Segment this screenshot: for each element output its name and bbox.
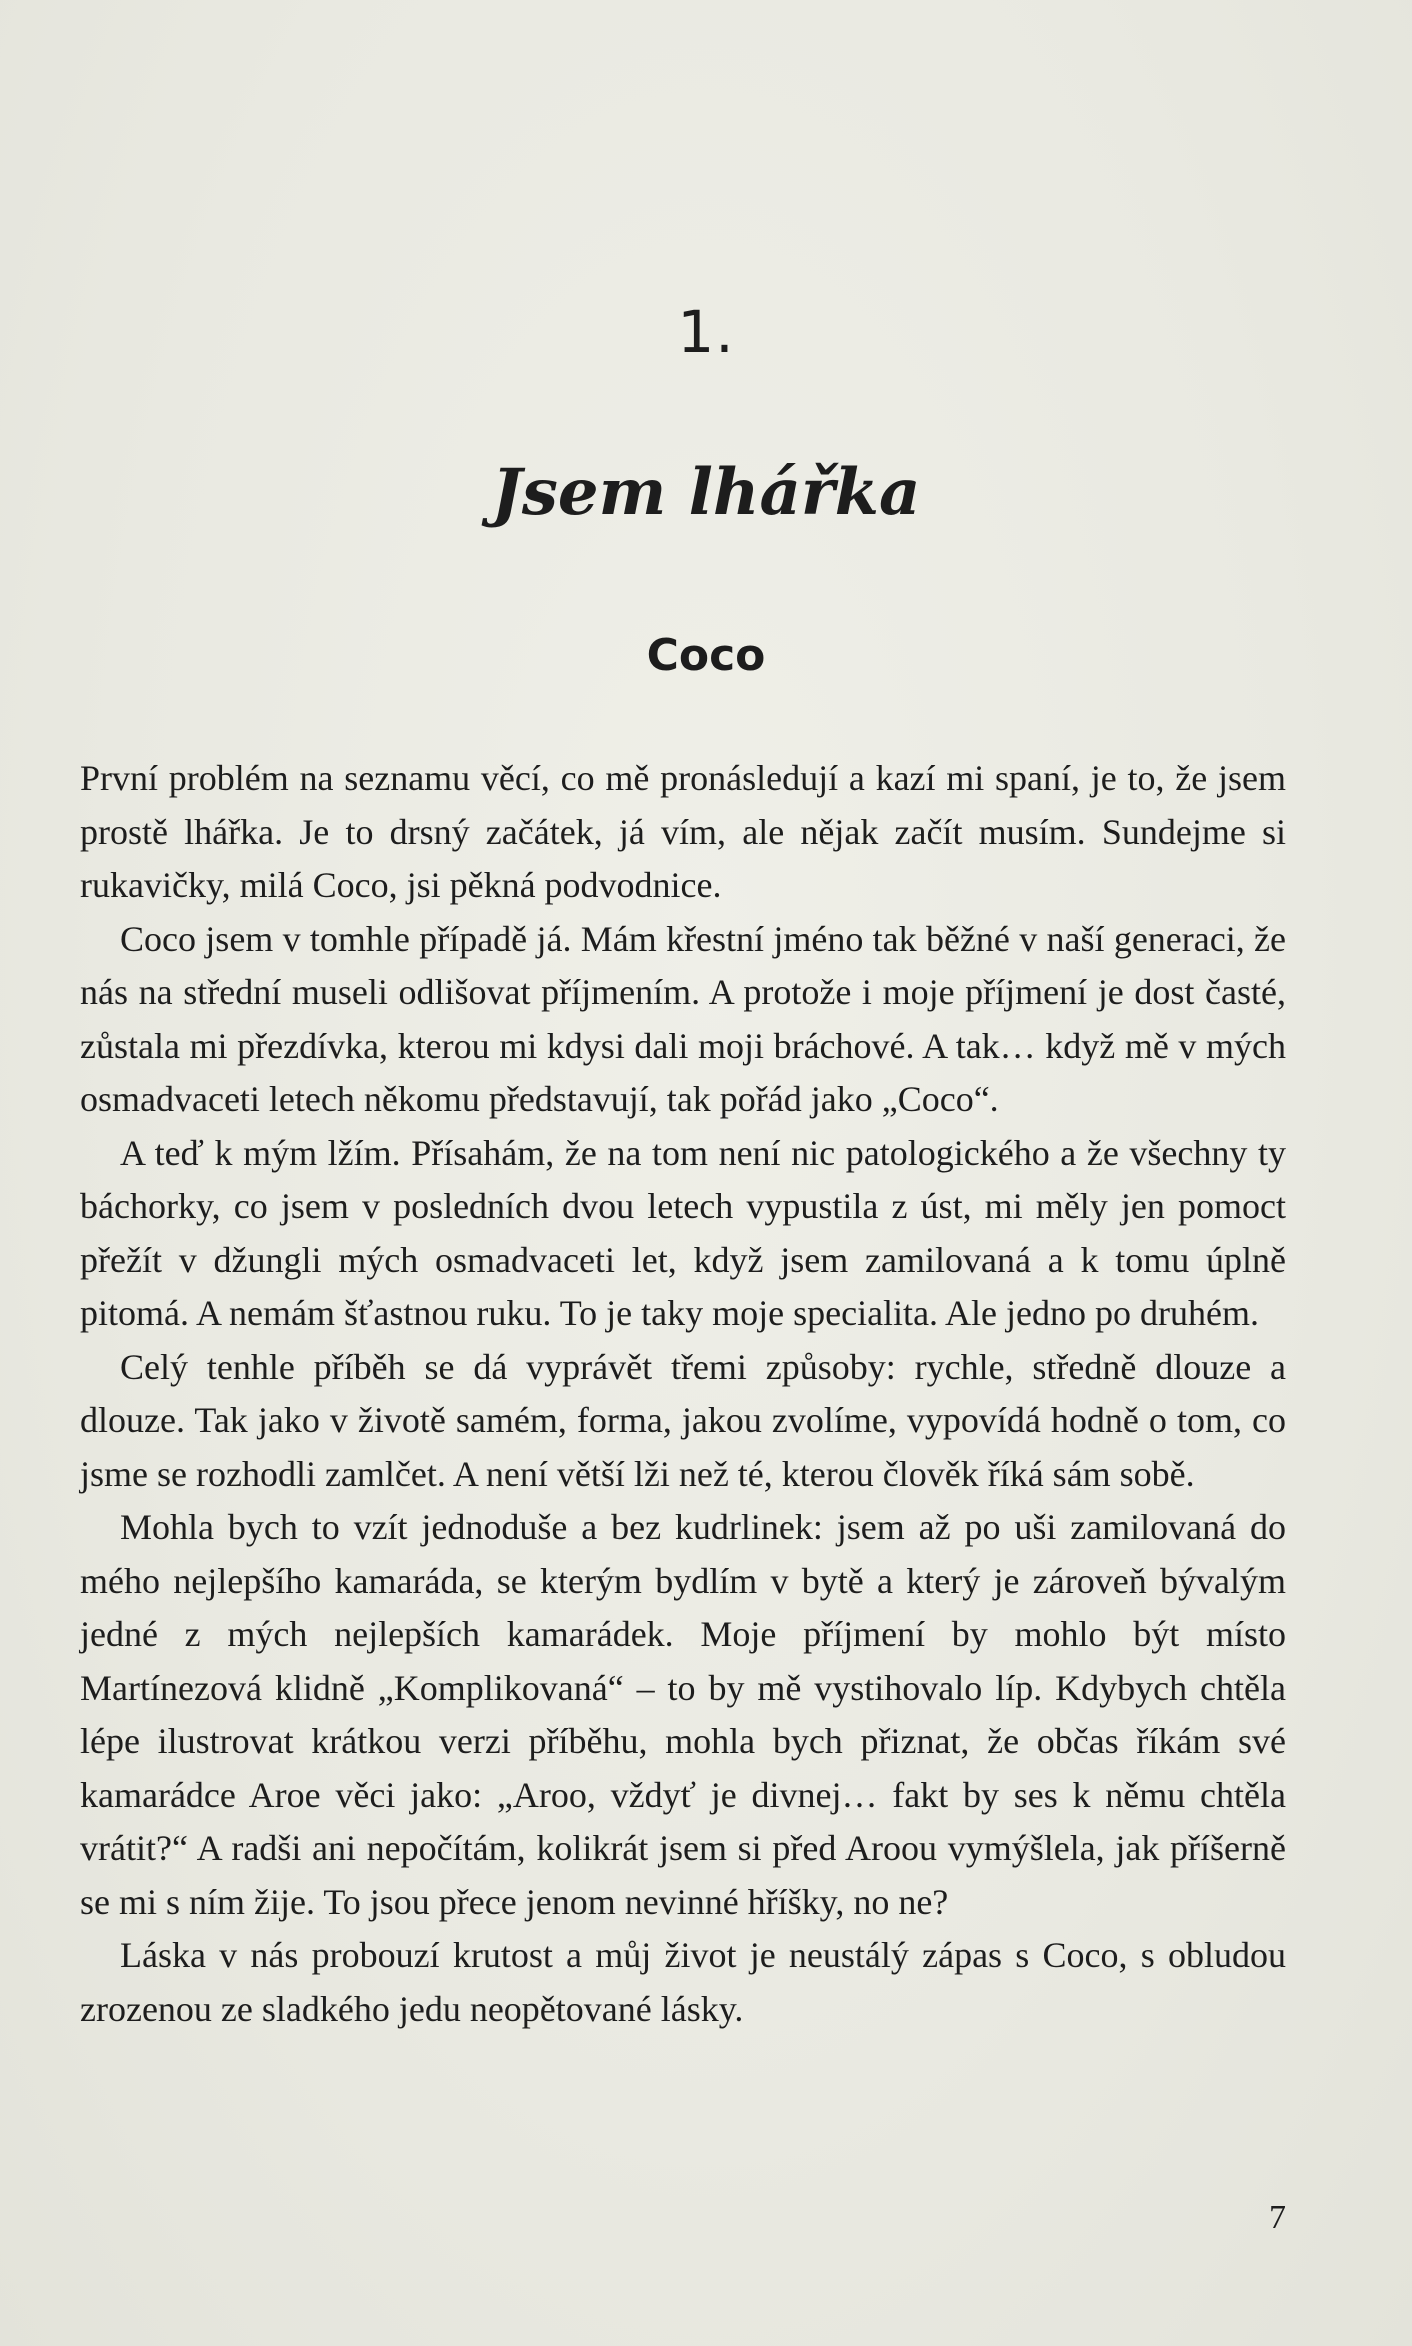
chapter-title: Jsem lhářka — [491, 455, 921, 530]
chapter-number: 1. — [677, 298, 735, 366]
paragraph: Celý tenhle příběh se dá vyprávět třemi způsoby: rychle, středně dlouze a dlouze. Tak jako v životě samém, forma, jakou zvolíme, vypovídá hodně o tom, co jsme se rozhodli zamlčet. A není větší lži než té, kterou člověk říká sám sobě. — [80, 1346, 1286, 1494]
page-number: 7 — [1269, 2199, 1286, 2236]
paragraph: Láska v nás probouzí krutost a můj život je neustálý zápas s Coco, s obludou zrozenou ze sladkého jedu neopětované lásky. — [80, 1935, 1286, 2029]
paragraph: A teď k mým lžím. Přísahám, že na tom není nic patologického a že všechny ty báchorky, co jsem v posledních dvou letech vypustila z úst, mi měly jen pomoct přežít v džungli mých osmadvaceti let, když jsem zamilovaná a k tomu úplně pitomá. A nemám šťastnou ruku. To je taky moje specialita. Ale jedno po druhém. — [80, 1132, 1286, 1333]
paragraph: První problém na seznamu věcí, co mě pronásledují a kazí mi spaní, je to, že jsem prostě lhářka. Je to drsný začátek, já vím, ale nějak začít musím. Sundejme si rukavičky, milá Coco, jsi pěkná podvodnice. — [80, 758, 1286, 905]
chapter-body — [80, 752, 1286, 2036]
paragraph: Mohla bych to vzít jednoduše a bez kudrlinek: jsem až po uši zamilovaná do mého nejlepšího kamaráda, se kterým bydlím v bytě a který je zároveň bývalým jedné z mých nejlepších kamarádek. Moje příjmení by mohlo být místo Martínezová klidně „Komplikovaná“ – to by mě vystihovalo líp. Kdybych chtěla lépe ilustrovat krátkou verzi příběhu, mohla bych přiznat, že občas říkám své kamarádce Aroe věci jako: „Aroo, vždyť je divnej… fakt by ses k němu chtěla vrátit?“ A radši ani nepočítám, kolikrát jsem si před Aroou vymýšlela, jak příšerně se mi s ním žije. To jsou přece jenom nevinné hříšky, no ne? — [80, 1507, 1286, 1922]
paragraph: Coco jsem v tomhle případě já. Mám křestní jméno tak běžné v naší generaci, že nás na střední museli odlišovat příjmením. A protože i moje příjmení je dost časté, zůstala mi přezdívka, kterou mi kdysi dali moji bráchové. A tak… když mě v mých osmadvaceti letech někomu představují, tak pořád jako „Coco“. — [80, 918, 1286, 1119]
narrator-heading: Coco — [646, 630, 766, 681]
